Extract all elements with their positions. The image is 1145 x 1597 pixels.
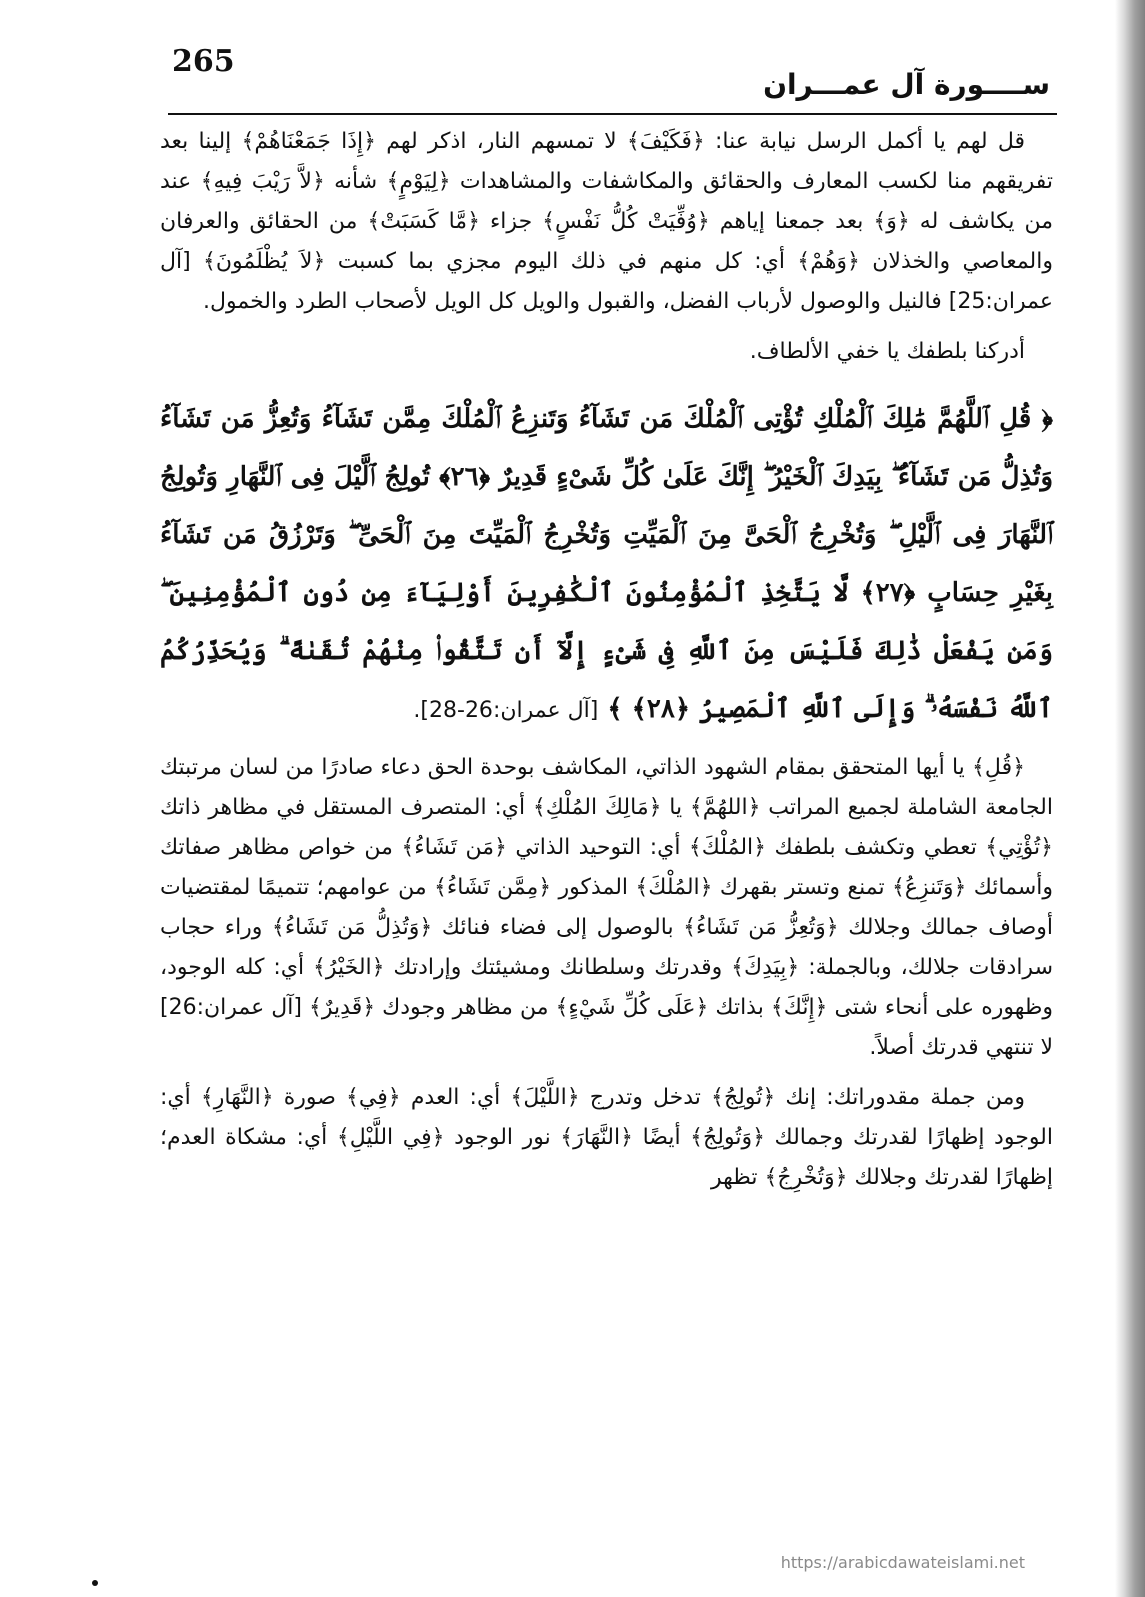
- quran-verses-text: ﴿ قُلِ ٱللَّهُمَّ مَٰلِكَ ٱلْمُلْكِ تُؤْتِى ٱلْمُلْكَ مَن تَشَآءُ وَتَنزِعُ ٱلْمُلْكَ مِمَّن تَشَآءُ وَتُعِزُّ مَن تَشَآءُ وَتُذِلُّ مَن تَشَآءُ ۖ بِيَدِكَ ٱلْخَيْرُ ۖ إِنَّكَ عَلَىٰ كُلِّ شَىْءٍ قَدِيرٌ ﴿٢٦﴾ تُولِجُ ٱلَّيْلَ فِى ٱلنَّهَارِ وَتُولِجُ ٱلنَّهَارَ فِى ٱلَّيْلِ ۖ وَتُخْرِجُ ٱلْحَىَّ مِنَ ٱلْمَيِّتِ وَتُخْرِجُ ٱلْمَيِّتَ مِنَ ٱلْحَىِّ ۖ وَتَرْزُقُ مَن تَشَآءُ بِغَيْرِ حِسَابٍ ﴿٢٧﴾ لَّا يَتَّخِذِ ٱلْمُؤْمِنُونَ ٱلْكَٰفِرِينَ أَوْلِيَآءَ مِن دُونِ ٱلْمُؤْمِنِينَ ۖ وَمَن يَفْعَلْ ذَٰلِكَ فَلَيْسَ مِنَ ٱللَّهِ فِى شَىْءٍ إِلَّآ أَن تَتَّقُوا۟ مِنْهُمْ تُقَىٰةً ۗ وَيُحَذِّرُكُمُ ٱللَّهُ نَفْسَهُۥ ۗ وَإِلَى ٱللَّهِ ٱلْمَصِيرُ ﴿٢٨﴾ ﴾: [160, 404, 1053, 724]
- verse-reference: [آل عمران:26-28].: [413, 698, 599, 723]
- commentary-paragraph-2: ﴿قُلِ﴾ يا أيها المتحقق بمقام الشهود الذاتي، المكاشف بوحدة الحق دعاء صادرًا من لسان مرتبتك الجامعة الشاملة لجميع المراتب ﴿اللهُمَّ﴾ يا ﴿مَالِكَ المُلْكِ﴾ أي: المتصرف المستقل في مظاهر ذاتك ﴿تُؤْتِي﴾ تعطي وتكشف بلطفك ﴿المُلْكَ﴾ أي: التوحيد الذاتي ﴿مَن تَشَاءُ﴾ من خواص مظاهر صفاتك وأسمائك ﴿وَتَنزِعُ﴾ تمنع وتستر بقهرك ﴿المُلْكَ﴾ المذكور ﴿مِمَّن تَشَاءُ﴾ من عوامهم؛ تتميمًا لمقتضيات أوصاف جمالك وجلالك ﴿وَتُعِزُّ مَن تَشَاءُ﴾ بالوصول إلى فضاء فنائك ﴿وَتُذِلُّ مَن تَشَاءُ﴾ وراء حجاب سرادقات جلالك، وبالجملة: ﴿بِيَدِكَ﴾ وقدرتك وسلطانك ومشيئتك وإرادتك ﴿الخَيْرُ﴾ أي: كله الوجود، وظهوره على أنحاء شتى ﴿إِنَّكَ﴾ بذاتك ﴿عَلَى كُلِّ شَيْءٍ﴾ من مظاهر وجودك ﴿قَدِيرٌ﴾ [آل عمران:26] لا تنتهي قدرتك أصلاً.: [160, 755, 1053, 1060]
- header-divider: [168, 113, 1057, 115]
- supplication-line: أدركنا بلطفك يا خفي الألطاف.: [749, 339, 1025, 364]
- page-edge-shadow: [1115, 0, 1145, 1597]
- scan-dot: [92, 1580, 98, 1586]
- page-number: 265: [172, 44, 235, 79]
- quran-verses-block: [160, 390, 1053, 740]
- surah-title: ســــورة آل عمـــران: [763, 68, 1050, 101]
- page-body: [160, 122, 1053, 1204]
- commentary-paragraph-3: ومن جملة مقدوراتك: إنك ﴿تُولِجُ﴾ تدخل وتدرج ﴿اللَّيْلَ﴾ أي: العدم ﴿فِي﴾ صورة ﴿النَّهَارِ﴾ أي: الوجود إظهارًا لقدرتك وجمالك ﴿وَتُولِجُ﴾ أيضًا ﴿النَّهَارَ﴾ نور الوجود ﴿فِي اللَّيْلِ﴾ أي: مشكاة العدم؛ إظهارًا لقدرتك وجلالك ﴿وَتُخْرِجُ﴾ تظهر: [160, 1085, 1053, 1190]
- commentary-paragraph-1: قل لهم يا أكمل الرسل نيابة عنا: ﴿فَكَيْفَ﴾ لا تمسهم النار، اذكر لهم ﴿إِذَا جَمَعْنَاهُمْ﴾ إلينا بعد تفريقهم منا لكسب المعارف والحقائق والمكاشفات والمشاهدات ﴿لِيَوْمٍ﴾ شأنه ﴿لاَّ رَيْبَ فِيهِ﴾ عند من يكاشف له ﴿وَ﴾ بعد جمعنا إياهم ﴿وُفِّيَتْ كُلُّ نَفْسٍ﴾ جزاء ﴿مَّا كَسَبَتْ﴾ من الحقائق والعرفان والمعاصي والخذلان ﴿وَهُمْ﴾ أي: كل منهم في ذلك اليوم مجزي بما كسبت ﴿لاَ يُظْلَمُونَ﴾ [آل عمران:25] فالنيل والوصول لأرباب الفضل، والقبول والويل كل الويل لأصحاب الطرد والخمول.: [160, 129, 1053, 314]
- source-watermark: https://arabicdawateislami.net: [780, 1553, 1025, 1572]
